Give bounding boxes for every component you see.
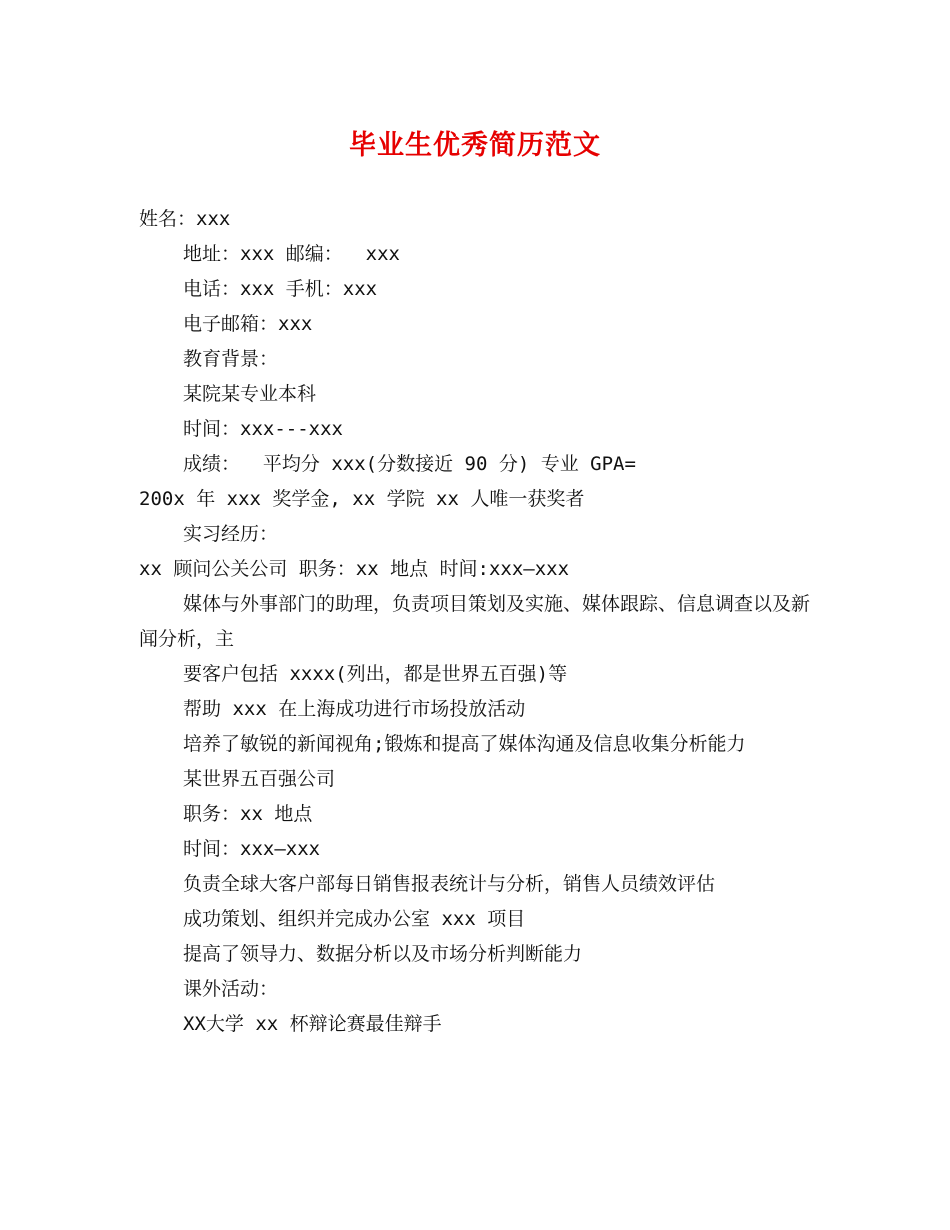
internship-heading: 实习经历： (183, 523, 279, 545)
internship-position-2: 职务：xx 地点 (183, 803, 313, 825)
internship-duty-1: 媒体与外事部门的助理，负责项目策划及实施、媒体跟踪、信息调查以及新闻分析，主 (139, 593, 811, 650)
education-grades: 成绩： 平均分 xxx(分数接近 90 分) 专业 GPA= (183, 453, 636, 475)
resume-body (139, 202, 819, 1042)
internship-clients: 要客户包括 xxxx(列出，都是世界五百强)等 (183, 663, 568, 685)
internship-skills-2: 提高了领导力、数据分析以及市场分析判断能力 (183, 943, 583, 965)
name-line: 姓名：xxx (139, 208, 231, 230)
activity-item: XX大学 xx 杯辩论赛最佳辩手 (183, 1013, 442, 1035)
internship-skills: 培养了敏锐的新闻视角;锻炼和提高了媒体沟通及信息收集分析能力 (183, 733, 746, 755)
document-title: 毕业生优秀简历范文 (349, 130, 601, 161)
email-line: 电子邮箱：xxx (183, 313, 313, 335)
internship-achievement: 帮助 xxx 在上海成功进行市场投放活动 (183, 698, 526, 720)
education-school: 某院某专业本科 (183, 383, 317, 405)
internship-company-1: xx 顾问公关公司 职务：xx 地点 时间:xxx—xxx (139, 558, 570, 580)
activities-heading: 课外活动： (183, 978, 279, 1000)
scholarship-line: 200x 年 xxx 奖学金, xx 学院 xx 人唯一获奖者 (139, 488, 585, 510)
internship-project-2: 成功策划、组织并完成办公室 xxx 项目 (183, 908, 526, 930)
internship-time-2: 时间：xxx—xxx (183, 838, 321, 860)
education-heading: 教育背景： (183, 348, 279, 370)
address-line: 地址：xxx 邮编： xxx (183, 243, 400, 265)
internship-duty-2: 负责全球大客户部每日销售报表统计与分析，销售人员绩效评估 (183, 873, 716, 895)
internship-company-2: 某世界五百强公司 (183, 768, 336, 790)
phone-line: 电话：xxx 手机：xxx (183, 278, 378, 300)
education-time: 时间：xxx---xxx (183, 418, 343, 440)
